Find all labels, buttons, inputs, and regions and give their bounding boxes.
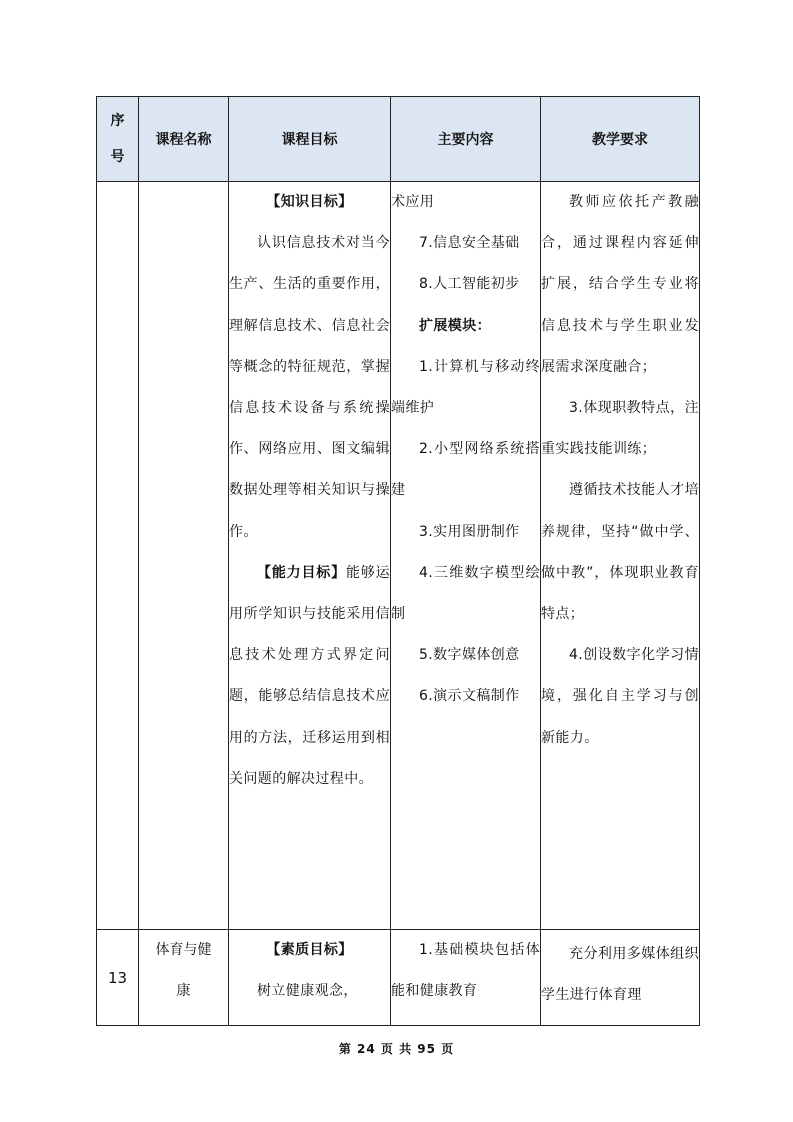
extension-item: 2.小型网络系统搭建 — [391, 441, 540, 499]
header-teaching-requirement: 教学要求 — [541, 97, 700, 182]
cell-teaching-requirement-13 — [541, 930, 700, 1026]
extension-item: 4.三维数字模型绘制 — [391, 564, 540, 623]
header-course-name: 课程名称 — [139, 97, 229, 182]
header-main-content: 主要内容 — [391, 97, 541, 182]
cell-course-goal-13 — [229, 930, 391, 1026]
course-name-pe: 体育与健康 — [155, 942, 212, 1000]
extension-item: 3.实用图册制作 — [419, 523, 520, 540]
content-item: 7.信息安全基础 — [419, 235, 520, 252]
knowledge-goal-label: 【知识目标】 — [266, 194, 353, 210]
cell-course-goal — [229, 182, 391, 930]
header-seq — [97, 97, 139, 182]
ability-goal-label: 【能力目标】 — [257, 564, 346, 581]
cell-main-content-13 — [391, 930, 541, 1026]
header-seq-bottom: 号 — [110, 149, 125, 165]
ability-goal-text: 能够运用所学知识与技能采用信息技术处理方式界定问题，能够总结信息技术应用的方法，迁移运用到相关问题的解决过程中。 — [229, 564, 391, 787]
content-item: 8.人工智能初步 — [419, 276, 520, 293]
requirement-paragraph: 4.创设数字化学习情境，强化自主学习与创新能力。 — [541, 647, 699, 746]
extension-item: 5.数字媒体创意 — [419, 647, 520, 664]
quality-goal-label: 【素质目标】 — [266, 942, 353, 958]
knowledge-goal-text: 认识信息技术对当今生产、生活的重要作用，理解信息技术、信息社会等概念的特征规范，掌握信息技术设备与系统操作、网络应用、图文编辑数据处理等相关知识与操作。 — [229, 235, 390, 540]
requirement-paragraph: 3.体现职教特点，注重实践技能训练； — [541, 400, 699, 458]
cell-seq-empty — [97, 182, 139, 930]
header-course-goal: 课程目标 — [229, 97, 391, 182]
extension-item: 6.演示文稿制作 — [419, 688, 520, 705]
ability-goal-paragraph — [229, 553, 390, 800]
page-footer: 第 24 页 共 95 页 — [338, 1042, 455, 1056]
extension-module-label: 扩展模块： — [419, 317, 491, 334]
cell-seq-13: 13 — [97, 930, 139, 1026]
requirement-paragraph: 教师应依托产教融合，通过课程内容延伸扩展，结合学生专业将信息技术与学生职业发展需求深度融合； — [541, 194, 699, 375]
quality-goal-text: 树立健康观念， — [257, 983, 358, 1000]
cell-main-content — [391, 182, 541, 930]
content-text-13: 1.基础模块包括体能和健康教育 — [391, 942, 540, 1000]
requirement-paragraph: 遵循技术技能人才培养规律，坚持“做中学、做中教”，体现职业教育特点； — [541, 482, 699, 623]
table-row-13 — [97, 930, 700, 1026]
extension-item: 1.计算机与移动终端维护 — [391, 358, 540, 417]
table-header-row — [97, 97, 700, 182]
course-table — [96, 96, 700, 1026]
table-row-continued — [97, 182, 700, 930]
cell-course-name-13 — [139, 930, 229, 1026]
cell-name-empty — [139, 182, 229, 930]
header-seq-top: 序 — [110, 113, 125, 129]
cell-teaching-requirement — [541, 182, 700, 930]
content-item: 术应用 — [391, 194, 435, 210]
requirement-text-13: 充分利用多媒体组织学生进行体育理 — [541, 946, 699, 1004]
